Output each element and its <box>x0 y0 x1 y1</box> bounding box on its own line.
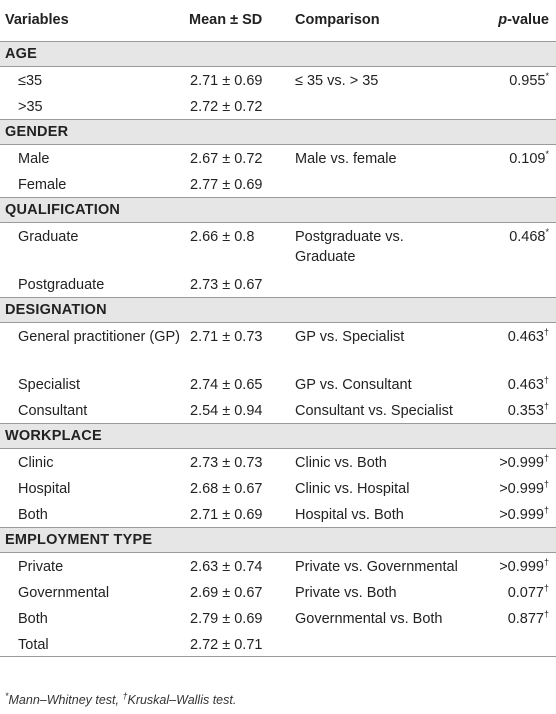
table-body <box>0 41 556 657</box>
cell-mean-sd: 2.73 ± 0.67 <box>190 277 263 293</box>
cell-comparison: GP vs. Specialist <box>295 329 405 345</box>
cell-mean-sd: 2.67 ± 0.72 <box>190 151 263 167</box>
cell-mean-sd: 2.79 ± 0.69 <box>190 611 263 627</box>
section-header <box>0 297 556 323</box>
table-row <box>0 145 556 171</box>
cell-variable: Male <box>18 151 50 167</box>
cell-mean-sd: 2.73 ± 0.73 <box>190 455 263 471</box>
section-title: QUALIFICATION <box>5 202 121 218</box>
section-header <box>0 423 556 449</box>
section-header <box>0 41 556 67</box>
table-row <box>0 553 556 579</box>
cell-p-value <box>508 401 549 421</box>
p-value-number: 0.955 <box>509 73 546 89</box>
footnote-mark-dagger: † <box>122 690 128 701</box>
cell-mean-sd: 2.71 ± 0.69 <box>190 507 263 523</box>
header-p-suffix: -value <box>507 12 549 28</box>
cell-variable: ≤35 <box>18 73 43 89</box>
cell-comparison: Hospital vs. Both <box>295 507 404 523</box>
p-value-number: >0.999 <box>499 507 544 523</box>
p-value-number: 0.877 <box>507 611 544 627</box>
cell-variable: Total <box>18 637 49 653</box>
table-header-row <box>0 0 556 41</box>
cell-mean-sd: 2.77 ± 0.69 <box>190 177 263 193</box>
cell-mean-sd: 2.63 ± 0.74 <box>190 559 263 575</box>
cell-variable: Consultant <box>18 403 88 419</box>
cell-p-value <box>499 505 549 525</box>
cell-mean-sd: 2.66 ± 0.8 <box>190 229 255 245</box>
table-row <box>0 475 556 501</box>
table-row <box>0 631 556 657</box>
footnote-kruskal-wallis: Kruskal–Wallis test. <box>127 693 237 707</box>
section-title: EMPLOYMENT TYPE <box>5 532 153 548</box>
header-variables: Variables <box>5 12 69 28</box>
cell-variable: Both <box>18 611 48 627</box>
cell-variable: Hospital <box>18 481 71 497</box>
p-value-number: 0.463 <box>507 329 544 345</box>
p-value-number: >0.999 <box>499 559 544 575</box>
table-footnote <box>5 690 237 707</box>
cell-comparison: Governmental vs. Both <box>295 611 443 627</box>
cell-p-value <box>508 609 549 629</box>
cell-mean-sd: 2.72 ± 0.72 <box>190 99 263 115</box>
section-header <box>0 197 556 223</box>
cell-p-value <box>508 327 549 347</box>
header-p-letter: p <box>498 12 508 28</box>
cell-variable: >35 <box>18 99 43 115</box>
cell-variable: Private <box>18 559 64 575</box>
p-value-number: 0.109 <box>509 151 546 167</box>
table-row <box>0 271 556 297</box>
cell-variable: Both <box>18 507 48 523</box>
section-header <box>0 119 556 145</box>
cell-comparison: Consultant vs. Specialist <box>295 403 453 419</box>
cell-mean-sd: 2.69 ± 0.67 <box>190 585 263 601</box>
cell-comparison: Male vs. female <box>295 151 397 167</box>
p-value-test-mark: * <box>545 149 549 160</box>
p-value-number: 0.077 <box>507 585 544 601</box>
cell-comparison: ≤ 35 vs. > 35 <box>295 73 379 89</box>
table-row <box>0 605 556 631</box>
cell-p-value <box>509 149 549 169</box>
p-value-test-mark: † <box>543 453 549 464</box>
cell-variable: General practitioner (GP) <box>18 329 180 345</box>
section-title: WORKPLACE <box>5 428 102 444</box>
table-row <box>0 501 556 527</box>
table-row <box>0 449 556 475</box>
cell-comparison: Clinic vs. Hospital <box>295 481 410 497</box>
cell-comparison: Private vs. Both <box>295 585 397 601</box>
header-comparison: Comparison <box>295 12 380 28</box>
p-value-test-mark: † <box>543 609 549 620</box>
cell-variable: Governmental <box>18 585 110 601</box>
cell-p-value <box>509 227 549 247</box>
p-value-number: 0.463 <box>507 377 544 393</box>
table-row <box>0 397 556 423</box>
cell-p-value <box>499 557 549 577</box>
section-title: GENDER <box>5 124 69 140</box>
section-header <box>0 527 556 553</box>
p-value-test-mark: * <box>545 227 549 238</box>
p-value-test-mark: † <box>543 583 549 594</box>
cell-mean-sd: 2.72 ± 0.71 <box>190 637 263 653</box>
cell-p-value <box>508 375 549 395</box>
cell-p-value <box>499 453 549 473</box>
table-row <box>0 579 556 605</box>
p-value-number: >0.999 <box>499 455 544 471</box>
footnote-mann-whitney: Mann–Whitney test, <box>8 693 123 707</box>
cell-mean-sd: 2.74 ± 0.65 <box>190 377 263 393</box>
table-row <box>0 171 556 197</box>
cell-variable: Clinic <box>18 455 54 471</box>
table-row <box>0 323 556 371</box>
cell-variable: Specialist <box>18 377 81 393</box>
p-value-number: >0.999 <box>499 481 544 497</box>
table-row <box>0 223 556 271</box>
cell-mean-sd: 2.71 ± 0.69 <box>190 73 263 89</box>
p-value-test-mark: † <box>543 479 549 490</box>
p-value-test-mark: † <box>543 327 549 338</box>
p-value-test-mark: * <box>545 71 549 82</box>
header-p-value <box>498 10 549 30</box>
section-title: DESIGNATION <box>5 302 107 318</box>
cell-comparison: Clinic vs. Both <box>295 455 387 471</box>
cell-comparison: Postgraduate vs. Graduate <box>295 229 404 265</box>
p-value-test-mark: † <box>543 505 549 516</box>
p-value-test-mark: † <box>543 375 549 386</box>
p-value-test-mark: † <box>543 557 549 568</box>
table-row <box>0 67 556 93</box>
cell-mean-sd: 2.71 ± 0.73 <box>190 329 263 345</box>
table-row <box>0 371 556 397</box>
p-value-number: 0.468 <box>509 229 546 245</box>
p-value-number: 0.353 <box>507 403 544 419</box>
cell-mean-sd: 2.68 ± 0.67 <box>190 481 263 497</box>
cell-p-value <box>509 71 549 91</box>
cell-variable: Postgraduate <box>18 277 105 293</box>
header-mean-sd: Mean ± SD <box>189 12 263 28</box>
table-row <box>0 93 556 119</box>
footnote-mark-asterisk: * <box>5 690 9 701</box>
cell-mean-sd: 2.54 ± 0.94 <box>190 403 263 419</box>
cell-comparison: Private vs. Governmental <box>295 559 458 575</box>
p-value-test-mark: † <box>543 401 549 412</box>
section-title: AGE <box>5 46 38 62</box>
cell-variable: Female <box>18 177 67 193</box>
cell-variable: Graduate <box>18 229 79 245</box>
cell-p-value <box>508 583 549 603</box>
cell-comparison: GP vs. Consultant <box>295 377 412 393</box>
cell-p-value <box>499 479 549 499</box>
